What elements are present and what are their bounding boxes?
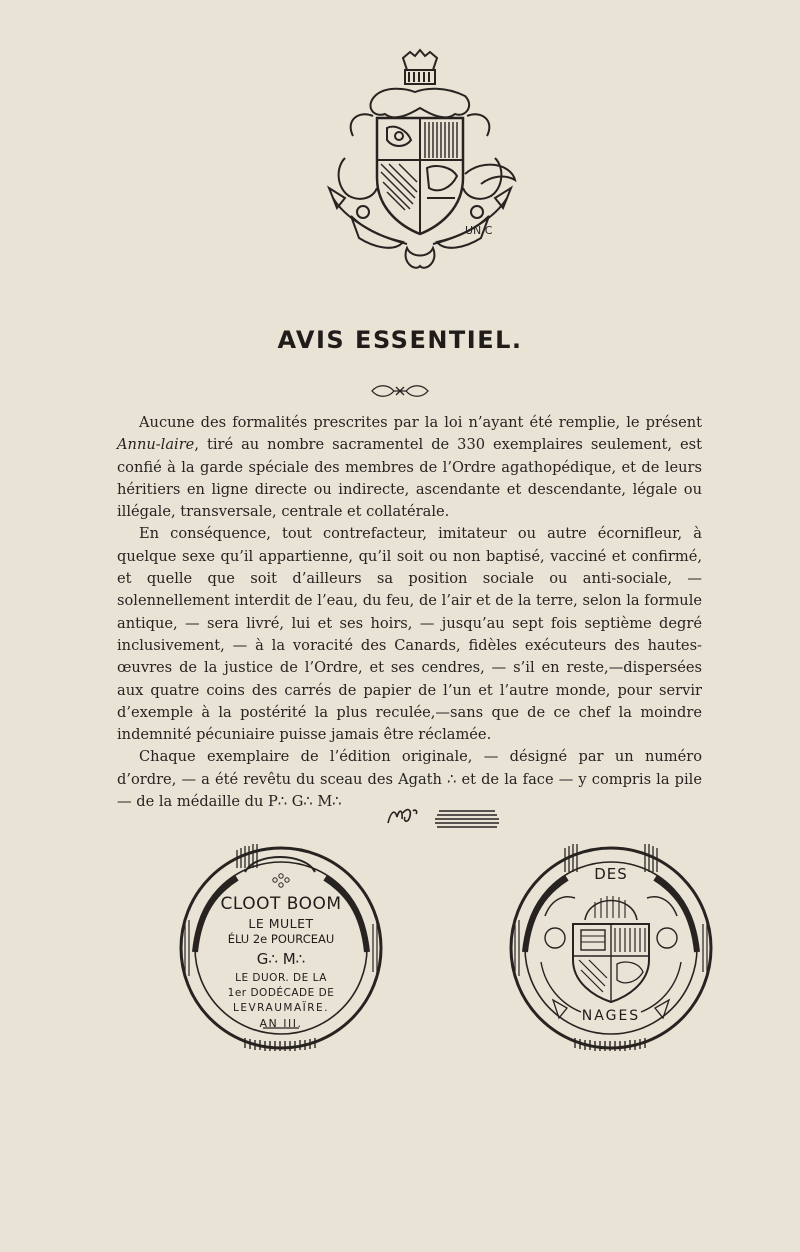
medal-line-name: CLOOT BOOM [220,894,342,914]
paragraph-consequence: En conséquence, tout contrefacteur, imitateur ou autre écornifleur, à quelque sexe qu’il appartienne, qu’il soit ou non baptisé, vacciné et confirmé, et quelle que soit d’ailleurs sa position sociale ou anti-sociale, — solennellement interdit de l’eau, du feu, de l’air et de la terre, selon la formule antique, — sera livré, lui et ses hoirs, — jusqu’au sept fois septième degré inclusivement, — à la voracité des Canards, fidèles exécuteurs des hautes-œuvres de la justice de l’Ordre, et ses cendres, — s’il en reste,—dispersées aux quatre coins des carrés de papier de l’un et l’autre monde, pour servir d’exemple à la postérité la plus reculée,—sans que de ce chef la moindre indemnité pécuniaire puisse jamais être réclamée. [117,525,702,744]
fleuron-ornament [368,382,432,400]
paragraph-intro-start: Aucune des formalités prescrites par la loi n’ayant été remplie, le présent [139,414,702,431]
paragraph-copies: Chaque exemplaire de l’édition originale, — désigné par un numéro d’ordre, — a été revêtu du sceau des Agath ∴ et de la face — y compris la pile — de la médaille du P∴ G∴ M∴ [117,748,702,811]
medal-line-gm: G∴ M∴ [256,950,306,968]
medal-obverse [175,832,387,1054]
handwritten-mark [385,805,419,827]
medal-line-mulet: LE MULET [248,916,314,931]
medal-reverse [505,832,717,1054]
notice-text [117,412,702,813]
heraldic-seal-emblem [315,48,525,283]
medal-line-elu: ÉLU 2e POURCEAU [227,932,335,946]
paragraph-intro [117,412,702,523]
annuaire-title: Annu-laire [117,436,195,454]
page-heading: AVIS ESSENTIEL. [277,326,523,354]
medal-line-year: AN III. [259,1017,303,1030]
medal-line-duor: LE DUOR. DE LA [235,972,327,984]
medal-reverse-top-legend: DES [594,865,628,883]
medal-line-levraumaire: LEVRAUMAÏRE. [232,1002,329,1014]
seal-scroll-label: UN C [465,224,493,237]
medal-reverse-bottom-legend: NAGES [581,1008,641,1024]
paragraph-intro-end: , tiré au nombre sacramentel de 330 exemplaires seulement, est confié à la garde spéciale des membres de l’Ordre agathopédique, et de leurs héritiers en ligne directe ou indirecte, ascendante et descendante, légale ou illégale, transversale, centrale et collatérale. [117,436,702,521]
medal-line-dodecade: 1er DODÉCADE DE [227,987,335,999]
stamp-mark [425,808,505,830]
